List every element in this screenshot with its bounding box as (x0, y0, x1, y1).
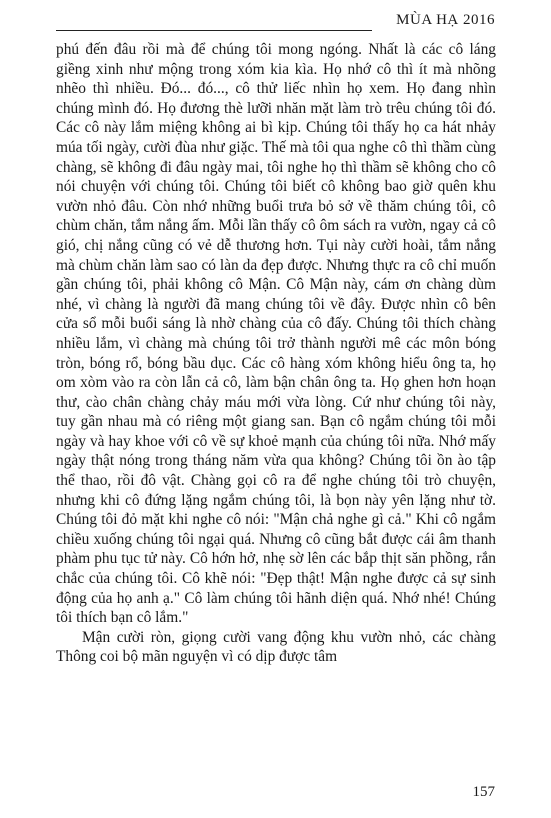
running-header-title: MÙA HẠ 2016 (396, 12, 495, 28)
paragraph: Mận cười ròn, giọng cười vang động khu vườn nhỏ, các chàng Thông coi bộ mãn nguyện vì có dịp được tâm (56, 628, 496, 666)
header-rule (56, 30, 372, 31)
page-body (56, 40, 496, 667)
paragraph-continued: phú đến đâu rồi mà để chúng tôi mong ngóng. Nhất là các cô láng giềng xinh như mộng trong xóm kia kìa. Họ nhớ cô thì ít mà nhõng nhẽo thì nhiều. Đó... đó..., cô thử liếc nhìn họ xem. Họ đang nhìn chúng mình đó. Họ đương thè lưỡi nhăn mặt làm trò trêu chúng tôi đó. Các cô này lắm miệng không ai bì kịp. Chúng tôi thấy họ ca hát nhảy múa tối ngày, cười đùa như giặc. Thế mà tôi qua nghe cô thì thầm cùng chàng, sẽ không đi đâu ngày mai, tôi nghe họ thì thầm sẽ không cho cô nói chuyện với chúng tôi. Chúng tôi biết cô không bao giờ quên khu vườn nhỏ đâu. Còn nhớ những buổi trưa bỏ sở về thăm chúng tôi, cô chùm chăn, tắm nắng ấm. Mỗi lần thấy cô ôm sách ra vườn, ngay cả cô gió, chị nắng cũng có vẻ dễ thương hơn. Tụi này cười hoài, tắm nắng mà chùm chăn làm sao có làn da đẹp được. Nhưng thực ra cô chỉ muốn gần chúng tôi, phải không cô Mận. Cô Mận này, cám ơn chàng dùm nhé, vì chàng là người đã mang chúng tôi về đây. Được nhìn cô bên cửa sổ mỗi buổi sáng là nhờ chàng của cô đấy. Chúng tôi thích chàng nhiều lắm, vì chàng mà chúng tôi trở thành người mê các môn bóng tròn, bóng rổ, bóng bầu dục. Các cô hàng xóm không hiểu ông ta, họ om xòm vào ra còn lẫn cả cô, làm bận chân ông ta. Họ ghen hơn hoạn thư, cào chân chàng chảy máu mới vừa lòng. Cứ như chúng tôi này, tuy gần nhau mà có riêng một giang san. Bạn cô ngắm chúng tôi mỗi ngày và hay khoe với cô về sự khoẻ mạnh của chúng tôi nữa. Nhớ mấy ngày thật nóng trong tháng năm vừa qua không? Chúng tôi ồn ào tập thể thao, rồi đô vật. Chàng gọi cô ra để nghe chúng tôi trò chuyện, nhưng khi cô đứng lặng ngắm chúng tôi, là bọn này yên lặng như tờ. Chúng tôi đỏ mặt khi nghe cô nói: "Mận chả nghe gì cả." Khi cô ngắm chiều xuống chúng tôi ngại quá. Nhưng cô cũng bắt được cái âm thanh phàm phu tục tử này. Cô hớn hở, nhẹ sờ lên các bắp thịt săn phồng, rắn chắc của chúng tôi. Cô khẽ nói: "Đẹp thật! Mận nghe được cả sự sinh động của họ anh ạ." Cô làm chúng tôi hãnh diện quá. Nhớ nhé! Chúng tôi thích bạn cô lắm." (56, 41, 496, 627)
page-number: 157 (472, 784, 495, 800)
